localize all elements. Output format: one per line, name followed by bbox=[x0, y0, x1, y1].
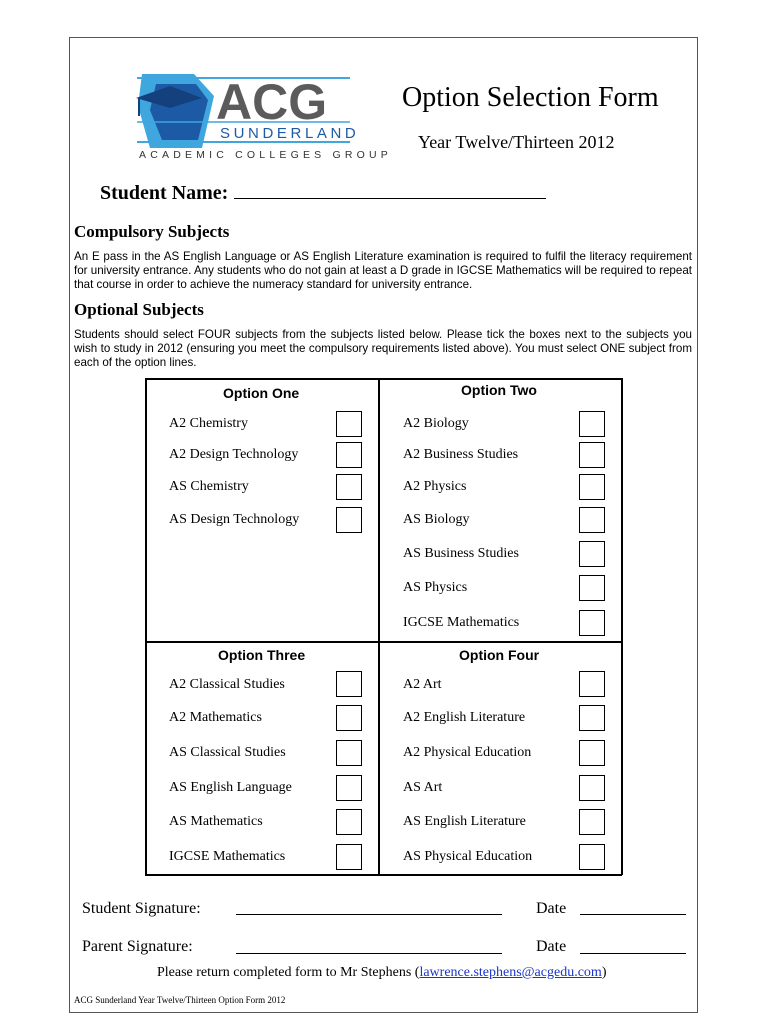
option-one-subject: A2 Design Technology bbox=[169, 447, 299, 462]
student-name-row bbox=[100, 182, 546, 205]
compulsory-heading: Compulsory Subjects bbox=[74, 222, 230, 241]
option-two-subject: A2 Business Studies bbox=[403, 447, 519, 462]
student-signature-label: Student Signature: bbox=[82, 900, 201, 917]
table-border-right bbox=[621, 378, 623, 875]
option-two-header: Option Two bbox=[461, 382, 537, 398]
option-three-subject: A2 Mathematics bbox=[169, 710, 262, 725]
option-four-checkbox[interactable] bbox=[579, 705, 605, 731]
student-signature-field[interactable] bbox=[236, 914, 502, 915]
option-four-checkbox[interactable] bbox=[579, 844, 605, 870]
parent-date-field[interactable] bbox=[580, 953, 686, 954]
option-three-subject: AS Classical Studies bbox=[169, 745, 286, 760]
student-name-label: Student Name: bbox=[100, 182, 229, 204]
table-border-bottom bbox=[145, 874, 622, 876]
return-note-close: ) bbox=[601, 965, 607, 980]
option-two-subject: IGCSE Mathematics bbox=[403, 615, 520, 630]
option-three-checkbox[interactable] bbox=[336, 809, 362, 835]
option-three-header: Option Three bbox=[218, 647, 306, 663]
table-divider-vertical bbox=[378, 378, 380, 875]
student-date-field[interactable] bbox=[580, 914, 686, 915]
parent-signature-label: Parent Signature: bbox=[82, 938, 193, 955]
option-four-subject: A2 English Literature bbox=[403, 710, 526, 725]
option-two-checkbox[interactable] bbox=[579, 541, 605, 567]
option-three-checkbox[interactable] bbox=[336, 740, 362, 766]
option-four-subject: AS English Literature bbox=[403, 814, 526, 829]
option-two-checkbox[interactable] bbox=[579, 507, 605, 533]
option-two-checkbox[interactable] bbox=[579, 575, 605, 601]
option-three-checkbox[interactable] bbox=[336, 671, 362, 697]
option-two-checkbox[interactable] bbox=[579, 411, 605, 437]
option-four-header: Option Four bbox=[459, 647, 540, 663]
option-two-checkbox[interactable] bbox=[579, 442, 605, 468]
student-name-field[interactable] bbox=[234, 182, 546, 199]
option-three-subject: IGCSE Mathematics bbox=[169, 849, 286, 864]
option-one-checkbox[interactable] bbox=[336, 474, 362, 500]
option-four-subject: A2 Physical Education bbox=[403, 745, 532, 760]
option-four-subject: AS Art bbox=[403, 780, 443, 795]
table-border-top bbox=[145, 378, 622, 380]
option-three-subject: AS English Language bbox=[169, 780, 292, 795]
return-note bbox=[157, 965, 606, 981]
option-one-subject: AS Chemistry bbox=[169, 479, 249, 494]
option-one-subject: AS Design Technology bbox=[169, 512, 300, 527]
logo-sunderland-text: SUNDERLAND bbox=[220, 125, 360, 142]
option-two-subject: A2 Biology bbox=[403, 416, 469, 431]
option-three-checkbox[interactable] bbox=[336, 844, 362, 870]
option-four-checkbox[interactable] bbox=[579, 671, 605, 697]
return-note-text: Please return completed form to Mr Stephens ( bbox=[157, 965, 420, 980]
table-divider-horizontal bbox=[145, 641, 622, 643]
option-three-subject: A2 Classical Studies bbox=[169, 677, 285, 692]
option-four-subject: AS Physical Education bbox=[403, 849, 533, 864]
parent-signature-field[interactable] bbox=[236, 953, 502, 954]
option-three-checkbox[interactable] bbox=[336, 775, 362, 801]
form-title: Option Selection Form bbox=[402, 82, 659, 113]
option-one-checkbox[interactable] bbox=[336, 442, 362, 468]
option-two-checkbox[interactable] bbox=[579, 610, 605, 636]
option-one-subject: A2 Chemistry bbox=[169, 416, 248, 431]
logo-tagline: ACADEMIC COLLEGES GROUP bbox=[139, 149, 392, 161]
option-one-checkbox[interactable] bbox=[336, 411, 362, 437]
option-two-subject: AS Physics bbox=[403, 580, 468, 595]
form-subtitle: Year Twelve/Thirteen 2012 bbox=[418, 132, 615, 152]
email-link[interactable]: lawrence.stephens@acgedu.com bbox=[419, 965, 602, 980]
option-four-subject: A2 Art bbox=[403, 677, 442, 692]
option-one-header: Option One bbox=[223, 385, 300, 401]
option-two-checkbox[interactable] bbox=[579, 474, 605, 500]
option-two-subject: AS Biology bbox=[403, 512, 470, 527]
option-three-checkbox[interactable] bbox=[336, 705, 362, 731]
optional-text: Students should select FOUR subjects from the subjects listed below. Please tick the boxes next to the subjects you wish to study in 2012 (ensuring you meet the compulsory requirements listed above). You must select ONE subject from each of the option lines. bbox=[74, 328, 692, 369]
logo-acg-text: ACG bbox=[216, 74, 328, 130]
parent-date-label: Date bbox=[536, 938, 567, 955]
option-four-checkbox[interactable] bbox=[579, 775, 605, 801]
table-border-left bbox=[145, 378, 147, 875]
compulsory-text: An E pass in the AS English Language or AS English Literature examination is required to fulfil the literacy requirement for university entrance. Any students who do not gain at least a D grade in IGCSE Mathematics will be required to repeat that course in order to achieve the numeracy standard for university entrance. bbox=[74, 250, 692, 291]
option-two-subject: A2 Physics bbox=[403, 479, 467, 494]
option-four-checkbox[interactable] bbox=[579, 740, 605, 766]
option-four-checkbox[interactable] bbox=[579, 809, 605, 835]
option-one-checkbox[interactable] bbox=[336, 507, 362, 533]
option-three-subject: AS Mathematics bbox=[169, 814, 263, 829]
option-two-subject: AS Business Studies bbox=[403, 546, 519, 561]
footer-text: ACG Sunderland Year Twelve/Thirteen Option Form 2012 bbox=[74, 995, 286, 1005]
student-date-label: Date bbox=[536, 900, 567, 917]
optional-heading: Optional Subjects bbox=[74, 300, 204, 319]
